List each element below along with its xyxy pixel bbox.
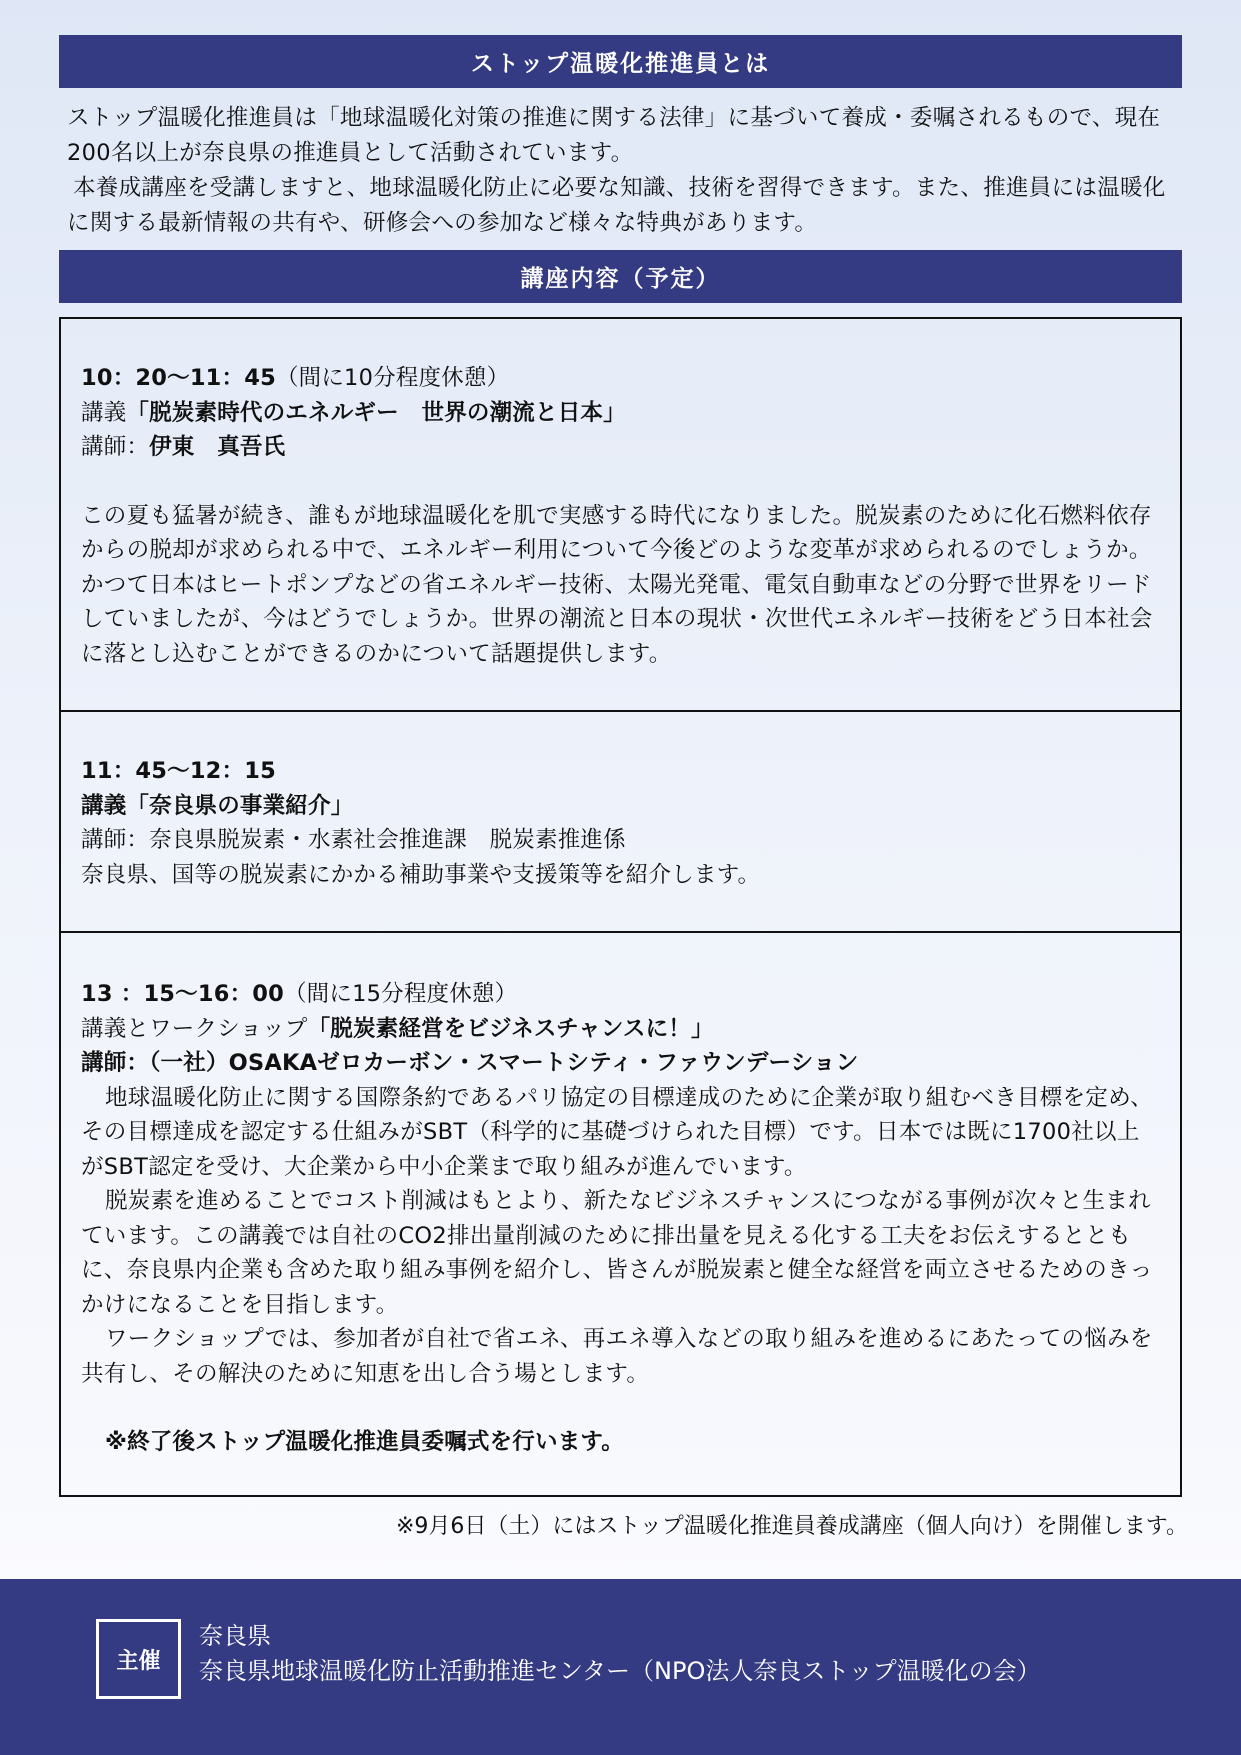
session-time-line <box>81 361 1160 396</box>
intro-paragraph: ストップ温暖化推進員は「地球温暖化対策の推進に関する法律」に基づいて養成・委嘱されるもので、現在200名以上が奈良県の推進員として活動されています。 <box>67 105 1161 166</box>
session-block-1 <box>59 317 1182 710</box>
session-time: 11：45〜12：15 <box>81 758 276 784</box>
host-organizations <box>199 1619 1041 1689</box>
session-description: 奈良県、国等の脱炭素にかかる補助事業や支援策等を紹介します。 <box>81 861 761 888</box>
session-time-note: （間に15分程度休憩） <box>283 981 518 1007</box>
session-lecture-line <box>81 1012 1160 1047</box>
session-lecturer-line <box>81 1046 1160 1081</box>
lecturer-name: 講師：奈良県脱炭素・水素社会推進課 脱炭素推進係 <box>81 827 626 853</box>
session-block-3 <box>59 931 1182 1497</box>
section-title: ストップ温暖化推進員とは <box>470 51 771 77</box>
host-label: 主催 <box>116 1648 161 1674</box>
lecture-prefix: 講義とワークショップ <box>81 1015 308 1042</box>
host-org: 奈良県地球温暖化防止活動推進センター（NPO法人奈良ストップ温暖化の会） <box>199 1657 1041 1685</box>
host-org: 奈良県 <box>199 1622 271 1650</box>
session-time-line <box>81 977 1160 1012</box>
session-paragraph: 脱炭素を進めることでコスト削減はもとより、新たなビジネスチャンスにつながる事例が次々と生まれています。この講義では自社のCO2排出量削減のために排出量を見える化する工夫をお伝えするとともに、奈良県内企業も含めた取り組み事例を紹介し、皆さんが脱炭素と健全な経営を両立させるためのきっかけになることを目指します。 <box>81 1188 1153 1318</box>
session-time-note: （間に10分程度休憩） <box>275 365 510 391</box>
lecture-title: 「脱炭素時代のエネルギー 世界の潮流と日本」 <box>126 399 626 426</box>
session-lecture-line <box>81 396 1160 431</box>
lecture-title: 「脱炭素経営をビジネスチャンスに！」 <box>307 1015 714 1042</box>
session-description: この夏も猛暑が続き、誰もが地球温暖化を肌で実感する時代になりました。脱炭素のために化石燃料依存からの脱却が求められる中で、エネルギー利用について今後どのような変革が求められるのでしょうか。かつて日本はヒートポンプなどの省エネルギー技術、太陽光発電、電気自動車などの分野で世界をリードしていましたが、今はどうでしょうか。世界の潮流と日本の現状・次世代エネルギー技術をどう日本社会に落とし込むことができるのかについて話題提供します。 <box>81 502 1153 667</box>
section-title: 講座内容（予定） <box>520 266 721 292</box>
section-header-about <box>59 35 1182 88</box>
lecturer-prefix: 講師： <box>81 434 150 460</box>
intro-paragraph: 本養成講座を受講しますと、地球温暖化防止に必要な知識、技術を習得できます。また、推進員には温暖化に関する最新情報の共有や、研修会への参加など様々な特典があります。 <box>67 175 1166 236</box>
footer-host <box>0 1579 1241 1755</box>
host-label-box <box>96 1619 181 1699</box>
lecture-title: 講義「奈良県の事業紹介」 <box>81 792 354 819</box>
session-time: 13 ：15〜16：00 <box>81 981 284 1007</box>
session-time: 10：20〜11：45 <box>81 365 276 391</box>
lecturer-prefix: 講師： <box>81 1050 150 1076</box>
lecturer-name: 伊東 真吾氏 <box>149 434 286 460</box>
session-paragraph: 地球温暖化防止に関する国際条約であるパリ協定の目標達成のために企業が取り組むべき目標を定め、その目標達成を認定する仕組みがSBT（科学的に基礎づけられた目標）です。日本では既に1700社以上がSBT認定を受け、大企業から中小企業まで取り組みが進んでいます。 <box>81 1084 1153 1180</box>
footnote: ※9月6日（土）にはストップ温暖化推進員養成講座（個人向け）を開催します。 <box>395 1514 1188 1539</box>
lecture-prefix: 講義 <box>81 399 127 426</box>
session-lecturer-line <box>81 430 1160 465</box>
session-paragraph: ワークショップでは、参加者が自社で省エネ、再エネ導入などの取り組みを進めるにあたっての悩みを共有し、その解決のために知恵を出し合う場とします。 <box>81 1326 1153 1387</box>
session-block-2 <box>59 710 1182 931</box>
section-header-course <box>59 250 1182 303</box>
closing-note: ※終了後ストップ温暖化推進員委嘱式を行います。 <box>105 1429 624 1455</box>
lecturer-name: （一社）OSAKAゼロカーボン・スマートシティ・ファウンデーション <box>149 1050 859 1076</box>
intro-text <box>67 101 1182 241</box>
